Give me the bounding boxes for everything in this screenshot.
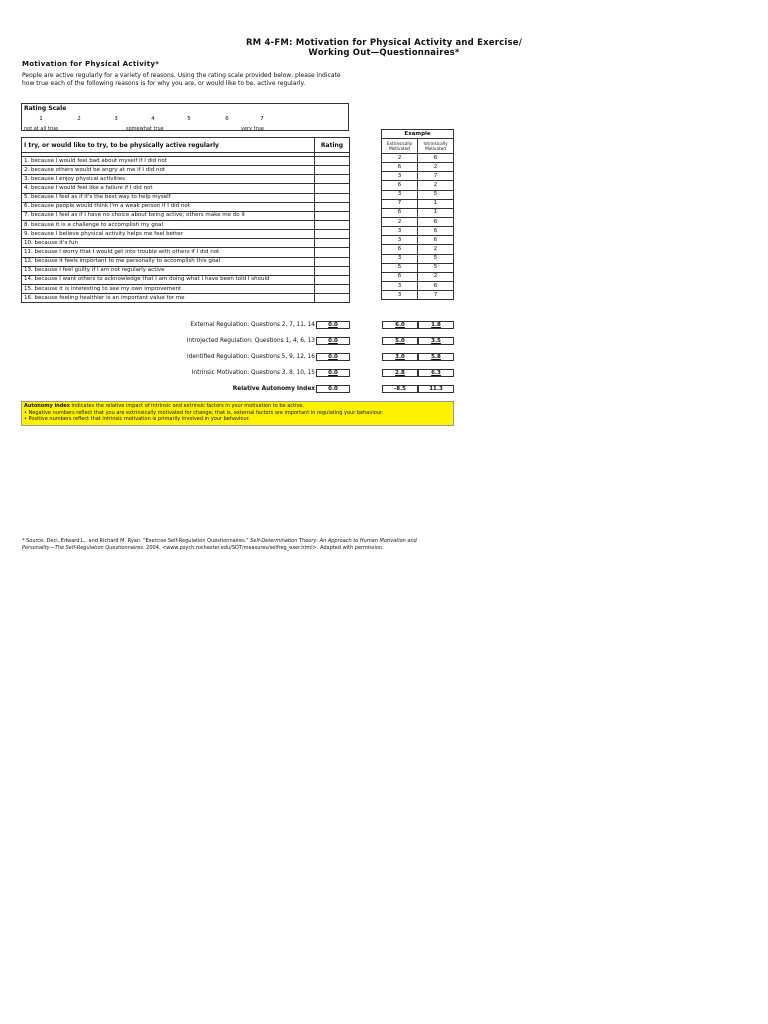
rating-cell[interactable] (315, 184, 350, 193)
example-extrinsic-value: 6 (382, 245, 418, 254)
example-row (382, 172, 454, 181)
questions-table (21, 137, 350, 303)
example-row (382, 245, 454, 254)
example-extrinsic-value: 2 (382, 217, 418, 226)
table-row (22, 284, 350, 293)
result-value-intrinsic: 0.0 (316, 369, 350, 377)
rating-cell[interactable] (315, 166, 350, 175)
question-text: 15. because it is interesting to see my own improvement (22, 284, 315, 293)
rating-header: Rating (315, 138, 350, 153)
example-intrinsic-value: 2 (418, 272, 454, 281)
note-line-1: indicates the relative impact of intrinsic and extrinsic factors in your motivation to be active. (69, 403, 304, 409)
result-label-identified: Identified Regulation: Questions 5, 9, 12, 16 (187, 354, 315, 360)
example-intrinsic-value: 6 (418, 236, 454, 245)
example-row (382, 154, 454, 163)
table-row (22, 211, 350, 220)
table-row (22, 257, 350, 266)
scale-number: 4 (151, 116, 155, 122)
example-intrinsic-value: 2 (418, 245, 454, 254)
question-text: 8. because it is a challenge to accomplish my goal (22, 220, 315, 229)
example-external-extrinsic: 6.0 (382, 321, 418, 329)
example-extrinsic-value: 2 (382, 154, 418, 163)
intro-text: People are active regularly for a variety of reasons. Using the rating scale provided below, please indicate how true each of the following reasons is for why you are, or would like to be, active regularly. (22, 72, 341, 87)
scale-number: 5 (187, 116, 191, 122)
table-row (22, 220, 350, 229)
example-rai-intrinsic: 11.3 (418, 385, 454, 393)
question-text: 14. because I want others to acknowledge that I am doing what I have been told I should (22, 275, 315, 284)
rating-cell[interactable] (315, 284, 350, 293)
example-intrinsic-value: 5 (418, 263, 454, 272)
result-value-identified: 0.0 (316, 353, 350, 361)
source-title: Self-Determination Theory: An Approach to Human Motivation and Personality—The Self-Regulation Questionnaires (22, 538, 417, 551)
example-col-extrinsic: Extrinsically Motivated (382, 139, 418, 154)
table-row (22, 193, 350, 202)
source-text: * Source: Deci, Edward L., and Richard M. Ryan. "Exercise Self-Regulation Questionnaires." (22, 538, 251, 544)
example-extrinsic-value: 7 (382, 199, 418, 208)
example-intrinsic-value: 1 (418, 208, 454, 217)
rating-cell[interactable] (315, 294, 350, 303)
scale-anchor-high: very true (241, 126, 264, 132)
scale-number: 1 (39, 116, 43, 122)
example-row (382, 272, 454, 281)
example-identified-extrinsic: 3.0 (382, 353, 418, 361)
example-row (382, 208, 454, 217)
example-intrinsic-value: 2 (418, 163, 454, 172)
note-line-3: • Positive numbers reflect that intrinsic motivation is primarily involved in your behaviour. (24, 416, 250, 422)
table-row (22, 239, 350, 248)
table-row (22, 157, 350, 166)
table-row (22, 275, 350, 284)
scale-number: 7 (260, 116, 264, 122)
rating-cell[interactable] (315, 275, 350, 284)
example-extrinsic-value: 6 (382, 272, 418, 281)
example-extrinsic-value: 3 (382, 236, 418, 245)
example-row (382, 281, 454, 290)
example-extrinsic-value: 3 (382, 291, 418, 300)
title-line-1: RM 4-FM: Motivation for Physical Activity and Exercise/ (245, 38, 523, 48)
question-text: 5. because I feel as if it's the best way to help myself (22, 193, 315, 202)
example-extrinsic-value: 6 (382, 181, 418, 190)
scale-number: 2 (77, 116, 81, 122)
question-text: 13. because I feel guilty if I am not regularly active (22, 266, 315, 275)
question-text: 9. because I believe physical activity helps me feel better (22, 230, 315, 239)
question-text: 2. because others would be angry at me if I did not (22, 166, 315, 175)
example-intrinsic-value: 1 (418, 199, 454, 208)
question-text: 6. because people would think I'm a weak person if I did not (22, 202, 315, 211)
rating-cell[interactable] (315, 202, 350, 211)
example-intrinsic-value: 6 (418, 154, 454, 163)
autonomy-index-note (21, 401, 454, 426)
example-intrinsic-value: 2 (418, 181, 454, 190)
section-subtitle: Motivation for Physical Activity* (22, 60, 160, 68)
example-intrinsic-intrinsic: 6.3 (418, 369, 454, 377)
rating-cell[interactable] (315, 266, 350, 275)
page-title (0, 38, 768, 58)
rating-cell[interactable] (315, 157, 350, 166)
example-table (381, 129, 454, 300)
rating-cell[interactable] (315, 248, 350, 257)
result-value-introjected: 0.0 (316, 337, 350, 345)
example-extrinsic-value: 3 (382, 281, 418, 290)
example-rai-extrinsic: -8.5 (382, 385, 418, 393)
example-row (382, 291, 454, 300)
example-introjected-intrinsic: 3.5 (418, 337, 454, 345)
example-intrinsic-extrinsic: 2.8 (382, 369, 418, 377)
example-title: Example (382, 130, 454, 139)
example-row (382, 263, 454, 272)
example-identified-intrinsic: 5.8 (418, 353, 454, 361)
question-text: 3. because I enjoy physical activities (22, 175, 315, 184)
result-label-intrinsic: Intrinsic Motivation: Questions 3, 8, 10, 15 (191, 370, 315, 376)
rating-cell[interactable] (315, 239, 350, 248)
example-intrinsic-value: 6 (418, 227, 454, 236)
question-text: 10. because it's fun (22, 239, 315, 248)
questions-header-row (22, 138, 350, 153)
example-extrinsic-value: 6 (382, 208, 418, 217)
source-footnote (22, 538, 442, 551)
note-line-2: • Negative numbers reflect that you are extrinsically motivated for change; that is, external factors are important in regulating your behaviour. (24, 409, 384, 416)
question-text: 11. because I worry that I would get into trouble with others if I did not (22, 248, 315, 257)
rating-cell[interactable] (315, 220, 350, 229)
example-intrinsic-value: 7 (418, 291, 454, 300)
example-extrinsic-value: 6 (382, 163, 418, 172)
rating-cell[interactable] (315, 230, 350, 239)
rating-cell[interactable] (315, 175, 350, 184)
result-value-external: 0.0 (316, 321, 350, 329)
table-row (22, 294, 350, 303)
scale-number: 6 (225, 116, 229, 122)
example-row (382, 217, 454, 226)
example-intrinsic-value: 5 (418, 254, 454, 263)
example-introjected-extrinsic: 5.0 (382, 337, 418, 345)
questions-header: I try, or would like to try, to be physically active regularly (22, 138, 315, 153)
rating-cell[interactable] (315, 257, 350, 266)
question-text: 7. because I feel as if I have no choice about being active; others make me do it (22, 211, 315, 220)
result-value-rai: 0.0 (316, 385, 350, 393)
question-text: 4. because I would feel like a failure if I did not (22, 184, 315, 193)
example-extrinsic-value: 3 (382, 227, 418, 236)
table-row (22, 248, 350, 257)
example-row (382, 254, 454, 263)
question-text: 12. because it feels important to me personally to accomplish this goal (22, 257, 315, 266)
example-external-intrinsic: 1.8 (418, 321, 454, 329)
example-row (382, 190, 454, 199)
scale-anchor-low: not at all true (24, 126, 59, 132)
example-extrinsic-value: 3 (382, 190, 418, 199)
rating-scale-box (21, 103, 349, 131)
example-row (382, 199, 454, 208)
rating-cell[interactable] (315, 211, 350, 220)
rating-scale-title: Rating Scale (24, 105, 67, 112)
result-label-introjected: Introjected Regulation: Questions 1, 4, 6, 13 (186, 338, 315, 344)
example-intrinsic-value: 7 (418, 172, 454, 181)
result-label-rai: Relative Autonomy Index (232, 386, 315, 392)
scale-anchor-mid: somewhat true (126, 126, 164, 132)
table-row (22, 202, 350, 211)
note-lead: Autonomy index (24, 403, 70, 409)
example-intrinsic-value: 6 (418, 217, 454, 226)
source-text-2: . 2004. <www.psych.rochester.edu/SDT/measures/selfreg_exer.html>. Adapted with permission. (142, 544, 384, 551)
table-row (22, 175, 350, 184)
result-label-external: External Regulation: Questions 2, 7, 11, 14 (190, 322, 315, 328)
table-row (22, 184, 350, 193)
rating-cell[interactable] (315, 193, 350, 202)
example-row (382, 163, 454, 172)
scale-number: 3 (114, 116, 118, 122)
example-intrinsic-value: 6 (418, 281, 454, 290)
table-row (22, 230, 350, 239)
example-row (382, 181, 454, 190)
question-text: 1. because I would feel bad about myself if I did not (22, 157, 315, 166)
example-extrinsic-value: 3 (382, 172, 418, 181)
question-text: 16. because feeling healthier is an important value for me (22, 294, 315, 303)
table-row (22, 266, 350, 275)
example-row (382, 227, 454, 236)
example-col-intrinsic: Intrinsically Motivated (418, 139, 454, 154)
example-extrinsic-value: 5 (382, 263, 418, 272)
example-intrinsic-value: 5 (418, 190, 454, 199)
title-line-2: Working Out—Questionnaires* (308, 48, 460, 58)
table-row (22, 166, 350, 175)
example-row (382, 236, 454, 245)
example-extrinsic-value: 3 (382, 254, 418, 263)
